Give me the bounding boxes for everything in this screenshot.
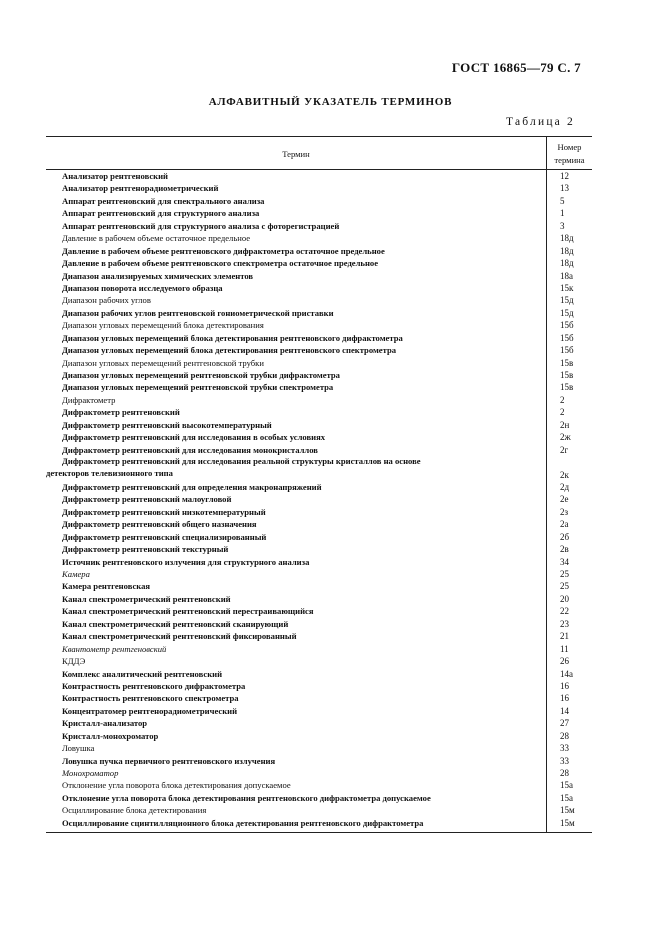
term-cell: [62, 792, 536, 804]
term-cell: [62, 730, 536, 742]
term-text: Диапазон рабочих углов: [62, 295, 151, 306]
term-cell: [62, 556, 536, 568]
table-body: [46, 170, 592, 833]
table-row: [46, 220, 592, 232]
term-text: Источник рентгеновского излучения для структурного анализа: [62, 556, 310, 567]
term-text: Канал спектрометрический рентгеновский сканирующий: [62, 618, 289, 629]
table-row: [46, 332, 592, 344]
term-cell: [62, 605, 536, 617]
term-text: Канал спектрометрический рентгеновский фиксированный: [62, 631, 297, 642]
term-cell: [62, 481, 536, 493]
term-number-cell: 14а: [560, 668, 573, 679]
term-text: КДДЭ: [62, 656, 86, 667]
term-number-cell: 15д: [560, 295, 574, 306]
term-cell: [62, 568, 536, 580]
table-row: [46, 481, 592, 493]
table-row: [46, 357, 592, 369]
term-text: Кристалл-монохроматор: [62, 730, 159, 741]
term-text: Дифрактометр рентгеновский общего назначения: [62, 519, 257, 530]
term-number-cell: 2е: [560, 494, 569, 505]
term-text: Дифрактометр рентгеновский малоугловой: [62, 494, 232, 505]
term-text: Отклонение угла поворота блока детектирования допускаемое: [62, 780, 291, 791]
term-cell: [62, 182, 536, 194]
term-number-cell: 2з: [560, 506, 569, 517]
term-number-cell: 2ж: [560, 432, 571, 443]
table-row: [46, 257, 592, 269]
table-row: [46, 282, 592, 294]
term-cell: [62, 207, 536, 219]
term-number-cell: 15в: [560, 357, 574, 368]
table-row: [46, 717, 592, 729]
term-text: Камера рентгеновская: [62, 581, 151, 592]
term-number-cell: 15м: [560, 817, 575, 828]
term-text: Диапазон поворота исследуемого образца: [62, 282, 223, 293]
table-row: [46, 344, 592, 356]
term-cell: [62, 444, 536, 456]
term-text: Аппарат рентгеновский для спектрального анализа: [62, 195, 265, 206]
table-row: [46, 705, 592, 717]
table-row: [46, 804, 592, 816]
term-text: Диапазон угловых перемещений блока детектирования рентгеновского дифрактометра: [62, 332, 403, 343]
term-number-cell: 33: [560, 755, 569, 766]
table-row: [46, 779, 592, 791]
table-row: [46, 270, 592, 282]
term-number-cell: 26: [560, 656, 569, 667]
column-header-terms: Термин: [282, 149, 310, 159]
term-number-cell: 2а: [560, 519, 569, 530]
term-cell: [62, 518, 536, 530]
term-text: Дифрактометр рентгеновский для исследования монокристаллов: [62, 444, 318, 455]
term-number-cell: 5: [560, 195, 565, 206]
term-text: Камера: [62, 569, 90, 580]
table-row: [46, 580, 592, 592]
table-row: [46, 170, 592, 182]
page-title: АЛФАВИТНЫЙ УКАЗАТЕЛЬ ТЕРМИНОВ: [208, 96, 453, 108]
term-cell: [62, 506, 536, 518]
table-row: [46, 605, 592, 617]
term-number-cell: 3: [560, 220, 565, 231]
table-row: [46, 394, 592, 406]
table-label: Таблица 2: [506, 116, 575, 128]
term-number-cell: 21: [560, 631, 569, 642]
term-cell: [62, 692, 536, 704]
table-row: [46, 307, 592, 319]
term-number-cell: 13: [560, 183, 569, 194]
term-number-cell: 28: [560, 730, 569, 741]
term-number-cell: 18д: [560, 258, 574, 269]
term-cell: [62, 717, 536, 729]
term-number-cell: 11: [560, 643, 569, 654]
table-row: [46, 630, 592, 642]
term-number-cell: 15б: [560, 332, 574, 343]
table-row: [46, 742, 592, 754]
table-row: [46, 618, 592, 630]
table-row: [46, 381, 592, 393]
term-number-cell: 2: [560, 407, 565, 418]
term-text: Дифрактометр рентгеновский для исследования в особых условиях: [62, 432, 326, 443]
term-number-cell: 27: [560, 718, 569, 729]
term-cell: [62, 655, 536, 667]
term-text: Осциллирование блока детектирования: [62, 805, 207, 816]
column-header-number-line2: термина: [554, 155, 585, 165]
table-row: [46, 531, 592, 543]
term-cell: [62, 643, 536, 655]
table-row: [46, 419, 592, 431]
table-row: [46, 294, 592, 306]
term-number-cell: 16: [560, 680, 569, 691]
table-row: [46, 369, 592, 381]
term-text: Канал спектрометрический рентгеновский: [62, 593, 231, 604]
term-number-cell: 15а: [560, 792, 573, 803]
term-cell: [62, 543, 536, 555]
table-row: [46, 655, 592, 667]
term-text: Диапазон угловых перемещений рентгеновской трубки дифрактометра: [62, 370, 340, 380]
table-row: [46, 817, 592, 829]
term-text: Кристалл-анализатор: [62, 718, 148, 729]
table-row: [46, 593, 592, 605]
table-row: [46, 556, 592, 568]
term-cell: [62, 630, 536, 642]
term-number-cell: 15б: [560, 320, 574, 331]
term-number-cell: 15м: [560, 805, 575, 816]
term-number-cell: 18а: [560, 270, 573, 281]
term-text: Контрастность рентгеновского спектрометра: [62, 693, 239, 704]
term-text-continuation: детекторов телевизионного типа: [46, 467, 173, 478]
term-number-cell: 15в: [560, 370, 574, 380]
term-text: Давление в рабочем объеме остаточное предельное: [62, 233, 251, 244]
term-text: Диапазон угловых перемещений рентгеновской трубки: [62, 357, 264, 368]
table-row: [46, 692, 592, 704]
term-number-cell: 2н: [560, 419, 570, 430]
term-text: Диапазон угловых перемещений блока детектирования рентгеновского спектрометра: [62, 345, 397, 356]
table-row: [46, 207, 592, 219]
term-text: Давление в рабочем объеме рентгеновского дифрактометра остаточное предельное: [62, 245, 385, 256]
term-text: Дифрактометр рентгеновский для определения макронапряжений: [62, 481, 322, 492]
term-cell: [62, 381, 536, 393]
table-row: [46, 232, 592, 244]
term-text: Дифрактометр рентгеновский низкотемпературный: [62, 506, 266, 517]
table-row: [46, 444, 592, 456]
term-cell: [62, 804, 536, 816]
term-text: Осциллирование сцинтилляционного блока детектирования рентгеновского дифрактометра: [62, 817, 424, 828]
term-text: Диапазон угловых перемещений блока детектирования: [62, 320, 264, 331]
document-code: ГОСТ 16865—79 С. 7: [451, 60, 581, 75]
table-row: [46, 319, 592, 331]
term-text: Концентратомер рентгенорадиометрический: [62, 705, 238, 716]
term-text: Канал спектрометрический рентгеновский перестраивающийся: [62, 606, 314, 617]
term-number-cell: 25: [560, 569, 569, 580]
term-number-cell: 1: [560, 208, 565, 219]
table-row: [46, 643, 592, 655]
term-text: Давление в рабочем объеме рентгеновского спектрометра остаточное предельное: [62, 258, 379, 269]
table-row: [46, 767, 592, 779]
term-number-cell: 25: [560, 581, 569, 592]
table-row: [46, 195, 592, 207]
term-cell: [62, 767, 536, 779]
term-text: Дифрактометр: [62, 394, 116, 405]
term-text: Дифрактометр рентгеновский специализированный: [62, 531, 267, 542]
term-text: Контрастность рентгеновского дифрактометра: [62, 680, 246, 691]
term-text: Диапазон рабочих углов рентгеновской гониометрической приставки: [62, 307, 334, 318]
term-cell: [62, 282, 536, 294]
table-row: [46, 182, 592, 194]
table-row: [46, 493, 592, 505]
term-text: Квантометр рентгеновский: [62, 643, 167, 654]
term-number-cell: 15б: [560, 345, 574, 356]
table-row: [46, 245, 592, 257]
term-number-cell: 2в: [560, 544, 569, 555]
term-cell: [62, 369, 536, 381]
term-cell: [62, 170, 536, 182]
term-number-cell: 18д: [560, 233, 574, 244]
term-number-cell: 15а: [560, 780, 573, 791]
term-cell: [62, 294, 536, 306]
term-text: Ловушка: [62, 743, 95, 754]
column-header-number-line1: Номер: [557, 142, 582, 152]
term-cell: [62, 817, 536, 829]
term-cell: [62, 257, 536, 269]
term-text: Ловушка пучка первичного рентгеновского излучения: [62, 755, 276, 766]
table-row: [46, 730, 592, 742]
term-text: Аппарат рентгеновский для структурного анализа с фоторегистрацией: [62, 220, 340, 231]
term-cell: [46, 456, 502, 479]
table-row: [46, 568, 592, 580]
term-number-cell: 33: [560, 743, 569, 754]
term-cell: [62, 493, 536, 505]
table-row: [46, 431, 592, 443]
term-number-cell: 15в: [560, 382, 574, 393]
table-row: [46, 406, 592, 418]
table-row: [46, 755, 592, 767]
term-cell: [62, 419, 536, 431]
term-cell: [62, 245, 536, 257]
term-number-cell: 34: [560, 556, 569, 567]
term-text: Анализатор рентгеновский: [62, 171, 168, 181]
term-cell: [62, 220, 536, 232]
term-cell: [62, 394, 536, 406]
table-row: [46, 506, 592, 518]
term-number-cell: 23: [560, 618, 569, 629]
term-cell: [62, 232, 536, 244]
term-cell: [62, 531, 536, 543]
term-number-cell: 2: [560, 394, 565, 405]
table-row: [46, 518, 592, 530]
term-text: Дифрактометр рентгеновский: [62, 407, 180, 418]
term-number-cell: 2к: [560, 469, 569, 480]
terms-table: [46, 136, 592, 833]
term-cell: [62, 270, 536, 282]
table-row: [46, 668, 592, 680]
term-number-cell: 22: [560, 606, 569, 617]
term-text: Дифрактометр рентгеновский текстурный: [62, 544, 229, 555]
column-header-number: [546, 137, 592, 169]
term-number-cell: 14: [560, 705, 569, 716]
term-cell: [62, 195, 536, 207]
term-cell: [62, 755, 536, 767]
term-cell: [62, 668, 536, 680]
term-number-cell: 12: [560, 171, 569, 181]
table-row: [46, 792, 592, 804]
term-text: Монохроматор: [62, 768, 119, 779]
term-number-cell: 2б: [560, 531, 570, 542]
term-cell: [62, 319, 536, 331]
term-text: Анализатор рентгенорадиометрический: [62, 183, 219, 194]
term-text: Дифрактометр рентгеновский высокотемпературный: [62, 419, 272, 430]
term-cell: [62, 580, 536, 592]
term-cell: [62, 705, 536, 717]
table-row: [46, 456, 592, 481]
term-text: Комплекс аналитический рентгеновский: [62, 668, 223, 679]
term-cell: [62, 680, 536, 692]
term-number-cell: 2г: [560, 444, 569, 455]
term-number-cell: 2д: [560, 481, 570, 492]
table-header: [46, 136, 592, 170]
term-number-cell: 15д: [560, 307, 574, 318]
term-cell: [62, 618, 536, 630]
table-row: [46, 543, 592, 555]
term-text: Дифрактометр рентгеновский для исследования реальной структуры кристаллов на основе: [62, 456, 421, 467]
term-cell: [62, 332, 536, 344]
term-cell: [62, 779, 536, 791]
term-number-cell: 15к: [560, 282, 574, 293]
term-text: Аппарат рентгеновский для структурного анализа: [62, 208, 260, 219]
term-cell: [62, 593, 536, 605]
term-cell: [62, 406, 536, 418]
term-number-cell: 20: [560, 593, 569, 604]
term-cell: [62, 344, 536, 356]
term-number-cell: 28: [560, 768, 569, 779]
term-text: Диапазон анализируемых химических элементов: [62, 270, 254, 281]
term-text: Отклонение угла поворота блока детектирования рентгеновского дифрактометра допускаемое: [62, 792, 431, 803]
table-row: [46, 680, 592, 692]
term-text: Диапазон угловых перемещений рентгеновской трубки спектрометра: [62, 382, 334, 393]
term-cell: [62, 742, 536, 754]
term-number-cell: 16: [560, 693, 569, 704]
term-cell: [62, 431, 536, 443]
term-number-cell: 18д: [560, 245, 574, 256]
term-cell: [62, 307, 536, 319]
term-cell: [62, 357, 536, 369]
